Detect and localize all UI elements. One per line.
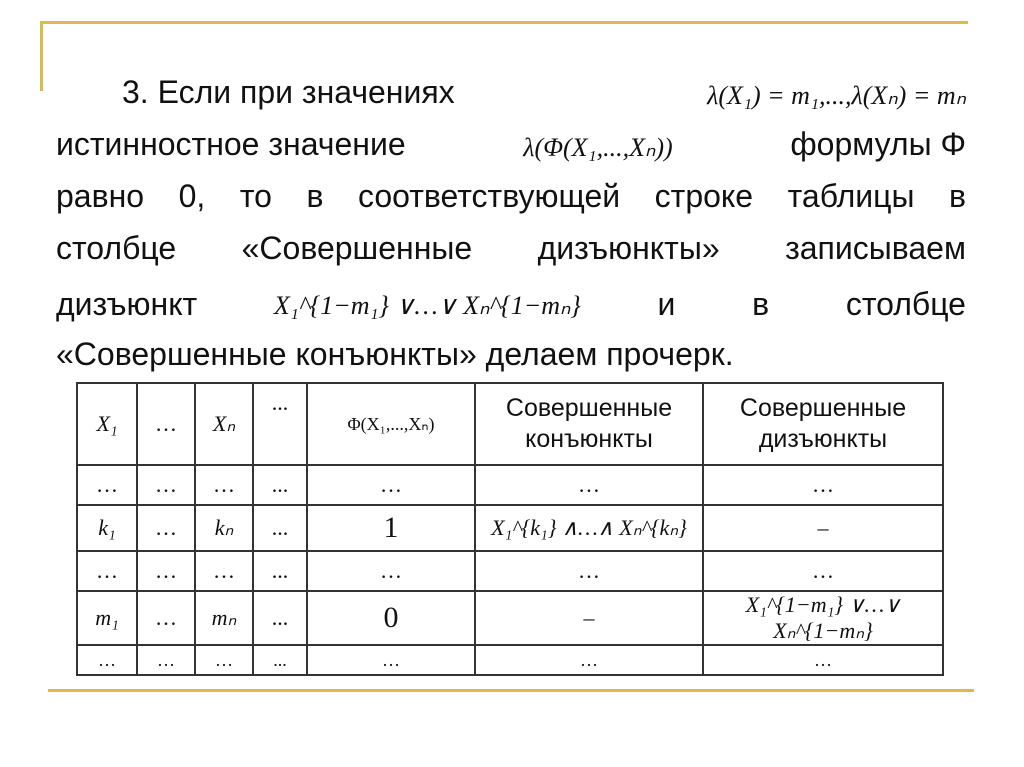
header-ellipsis: …: [137, 383, 195, 465]
table-cell: …: [475, 551, 703, 591]
disjunct-word: дизъюнкт: [56, 286, 198, 322]
left-rule: [40, 21, 43, 91]
word: равно: [56, 178, 145, 214]
condition-formula: λ(X₁) = m₁,...,λ(Xₙ) = mₙ: [707, 81, 966, 110]
table-cell: 1: [307, 505, 475, 551]
table-cell: …: [137, 505, 195, 551]
disjunct-formula: X₁^{1−m₁} ∨…∨ Xₙ^{1−mₙ}: [273, 291, 581, 320]
table-cell: ...: [253, 505, 307, 551]
table-row: [77, 505, 943, 551]
word: и: [657, 286, 676, 322]
header-dots: ...: [253, 383, 307, 465]
table-cell: –: [703, 505, 943, 551]
table-cell: mₙ: [195, 591, 253, 645]
table-cell: …: [77, 465, 137, 505]
header-perfect-conjuncts: Совершенные конъюнкты: [475, 383, 703, 465]
bottom-rule: [48, 689, 974, 692]
paragraph-line-1: [122, 72, 966, 116]
table-cell: –: [475, 591, 703, 645]
header-xn: Xₙ: [195, 383, 253, 465]
table-cell: …: [703, 465, 943, 505]
table-cell: X₁^{1−m₁} ∨…∨ Xₙ^{1−mₙ}: [703, 591, 943, 645]
table-cell: …: [307, 551, 475, 591]
table-cell: …: [703, 551, 943, 591]
table-cell: …: [137, 645, 195, 675]
word: столбце: [56, 230, 177, 266]
word: строке: [654, 178, 754, 214]
word: в: [752, 286, 770, 322]
table-cell: …: [703, 645, 943, 675]
truth-value-text: истинностное значение: [56, 126, 406, 162]
word: дизъюнкты»: [537, 230, 720, 266]
table-cell: …: [195, 551, 253, 591]
table-cell: …: [77, 551, 137, 591]
word: 0,: [178, 178, 206, 214]
header-phi: Φ(X₁,...,Xₙ): [307, 383, 475, 465]
table-cell: X₁^{k₁} ∧…∧ Xₙ^{kₙ}: [475, 505, 703, 551]
paragraph-line-5: [56, 284, 966, 326]
paragraph-line-6: «Совершенные конъюнкты» делаем прочерк.: [56, 336, 734, 372]
table-cell: …: [137, 465, 195, 505]
table-cell: …: [137, 551, 195, 591]
table-cell: ...: [253, 465, 307, 505]
table-cell: m₁: [77, 591, 137, 645]
paragraph-line-2: [56, 124, 966, 168]
table-cell: …: [195, 465, 253, 505]
word: столбце: [845, 286, 966, 322]
word: таблицы: [787, 178, 915, 214]
word: в: [949, 178, 966, 214]
table-cell: …: [77, 645, 137, 675]
word: соответствующей: [357, 178, 621, 214]
top-rule: [40, 21, 968, 24]
word: «Совершенные: [241, 230, 473, 266]
table-cell: kₙ: [195, 505, 253, 551]
header-x1: X₁: [77, 383, 137, 465]
table-row: [77, 551, 943, 591]
table-row: [77, 645, 943, 675]
word: записываем: [785, 230, 966, 266]
table-cell: …: [195, 645, 253, 675]
table-cell: ...: [253, 551, 307, 591]
header-perfect-disjuncts: Совершенные дизъюнкты: [703, 383, 943, 465]
table-cell: 0: [307, 591, 475, 645]
table-row: [77, 591, 943, 645]
truth-expr-formula: λ(Φ(X₁,...,Xₙ)): [523, 133, 673, 162]
table-cell: …: [307, 465, 475, 505]
table-cell: …: [475, 465, 703, 505]
truth-table: [76, 382, 944, 676]
lead-text: 3. Если при значениях: [122, 74, 455, 110]
table-header-row: [77, 383, 943, 465]
table-cell: …: [137, 591, 195, 645]
word: то: [239, 178, 272, 214]
table-row: [77, 465, 943, 505]
table-cell: …: [307, 645, 475, 675]
formula-word: формулы Φ: [790, 126, 966, 162]
paragraph-line-3: [56, 176, 966, 216]
paragraph-line-4: [56, 228, 966, 268]
table-cell: …: [475, 645, 703, 675]
table-cell: ...: [253, 645, 307, 675]
table-cell: k₁: [77, 505, 137, 551]
table-cell: ...: [253, 591, 307, 645]
word: в: [306, 178, 324, 214]
